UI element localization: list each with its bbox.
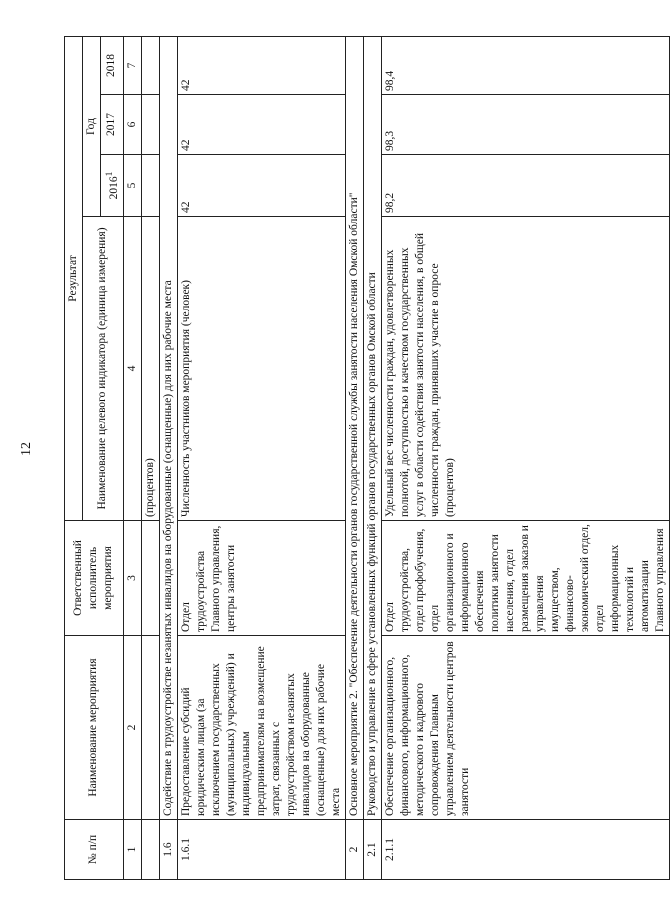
- section-title: Основное мероприятие 2. "Обеспечение деятельности органов государственной службы занятости населения Омской области": [345, 36, 363, 819]
- footnote-mark: 1: [104, 171, 115, 177]
- carry-over-cell: (процентов): [141, 217, 159, 521]
- carry-over-row: [141, 36, 159, 879]
- header-year-2017: 2017: [101, 95, 124, 155]
- header-year: Год: [83, 36, 101, 216]
- row-number: 2.1.1: [381, 820, 669, 880]
- row-number: 2: [345, 820, 363, 880]
- header-year-2018: 2018: [101, 36, 124, 94]
- event-cell: Обеспечение организационного, финансового, информационного, методического и кадрового сопровождения Главным управлением деятельности центров занятости: [381, 636, 669, 820]
- header-result: Результат: [65, 36, 83, 520]
- program-events-table: [64, 36, 670, 880]
- colnum-1: 1: [123, 820, 141, 880]
- header-year-2016: 2016$^1$: [101, 155, 124, 217]
- column-numbers-row: [123, 36, 141, 879]
- header-num: № п/п: [65, 820, 124, 880]
- section-title: Руководство и управление в сфере установленных функций органов государственных органов Омской области: [363, 36, 381, 819]
- row-number: 2.1: [363, 820, 381, 880]
- event-cell: Предоставление субсидий юридическим лицам (за исключением государственных (муниципальных) учреждений) и индивидуальным предпринимателям на возмещение затрат, связанных с трудоустройством незанятых инвалидов на оборудованные (оснащенные) для них рабочие места: [177, 636, 345, 820]
- header-executor: Ответственный исполнитель мероприятия: [65, 521, 124, 636]
- row-number: 1.6: [159, 820, 177, 880]
- colnum-5: 5: [123, 155, 141, 217]
- row-number: 1.6.1: [177, 820, 345, 880]
- executor-cell: Отдел трудоустройства, отдел профобучения, отдел организационного и информационного обеспечения политики занятости населения, отдел размещения заказов и управления имуществом, финансово-экономический отдел, отдел информационных технологий и автоматизации Главного управления: [381, 521, 669, 636]
- value-2018: 42: [177, 36, 345, 94]
- section-row-1-6: [159, 36, 177, 879]
- colnum-4: 4: [123, 217, 141, 521]
- header-indicator: Наименование целевого индикатора (единица измерения): [83, 217, 124, 521]
- indicator-cell: Численность участников мероприятия (человек): [177, 217, 345, 521]
- colnum-2: 2: [123, 636, 141, 820]
- indicator-cell: Удельный вес численности граждан, удовлетворенных полнотой, доступностью и качеством государственных услуг в области содействия занятости населения, в общей численности граждан, принявших участие в опросе (процентов): [381, 217, 669, 521]
- table-row-2-1-1: [381, 36, 669, 879]
- value-2017: 98,3: [381, 95, 669, 155]
- section-row-2: [345, 36, 363, 879]
- value-2018: 98,4: [381, 36, 669, 94]
- table-row-1-6-1: [177, 36, 345, 879]
- page-number: 12: [19, 442, 34, 456]
- colnum-3: 3: [123, 521, 141, 636]
- rotated-table-page: [64, 37, 666, 880]
- value-2016: 42: [177, 155, 345, 217]
- header-row-1: [65, 36, 83, 879]
- section-title: Содействие в трудоустройстве незанятых инвалидов на оборудованные (оснащенные) для них рабочие места: [159, 36, 177, 819]
- colnum-7: 7: [123, 36, 141, 94]
- value-2017: 42: [177, 95, 345, 155]
- section-row-2-1: [363, 36, 381, 879]
- executor-cell: Отдел трудоустройства Главного управления, центры занятости: [177, 521, 345, 636]
- header-event: Наименование мероприятия: [65, 636, 124, 820]
- value-2016: 98,2: [381, 155, 669, 217]
- colnum-6: 6: [123, 95, 141, 155]
